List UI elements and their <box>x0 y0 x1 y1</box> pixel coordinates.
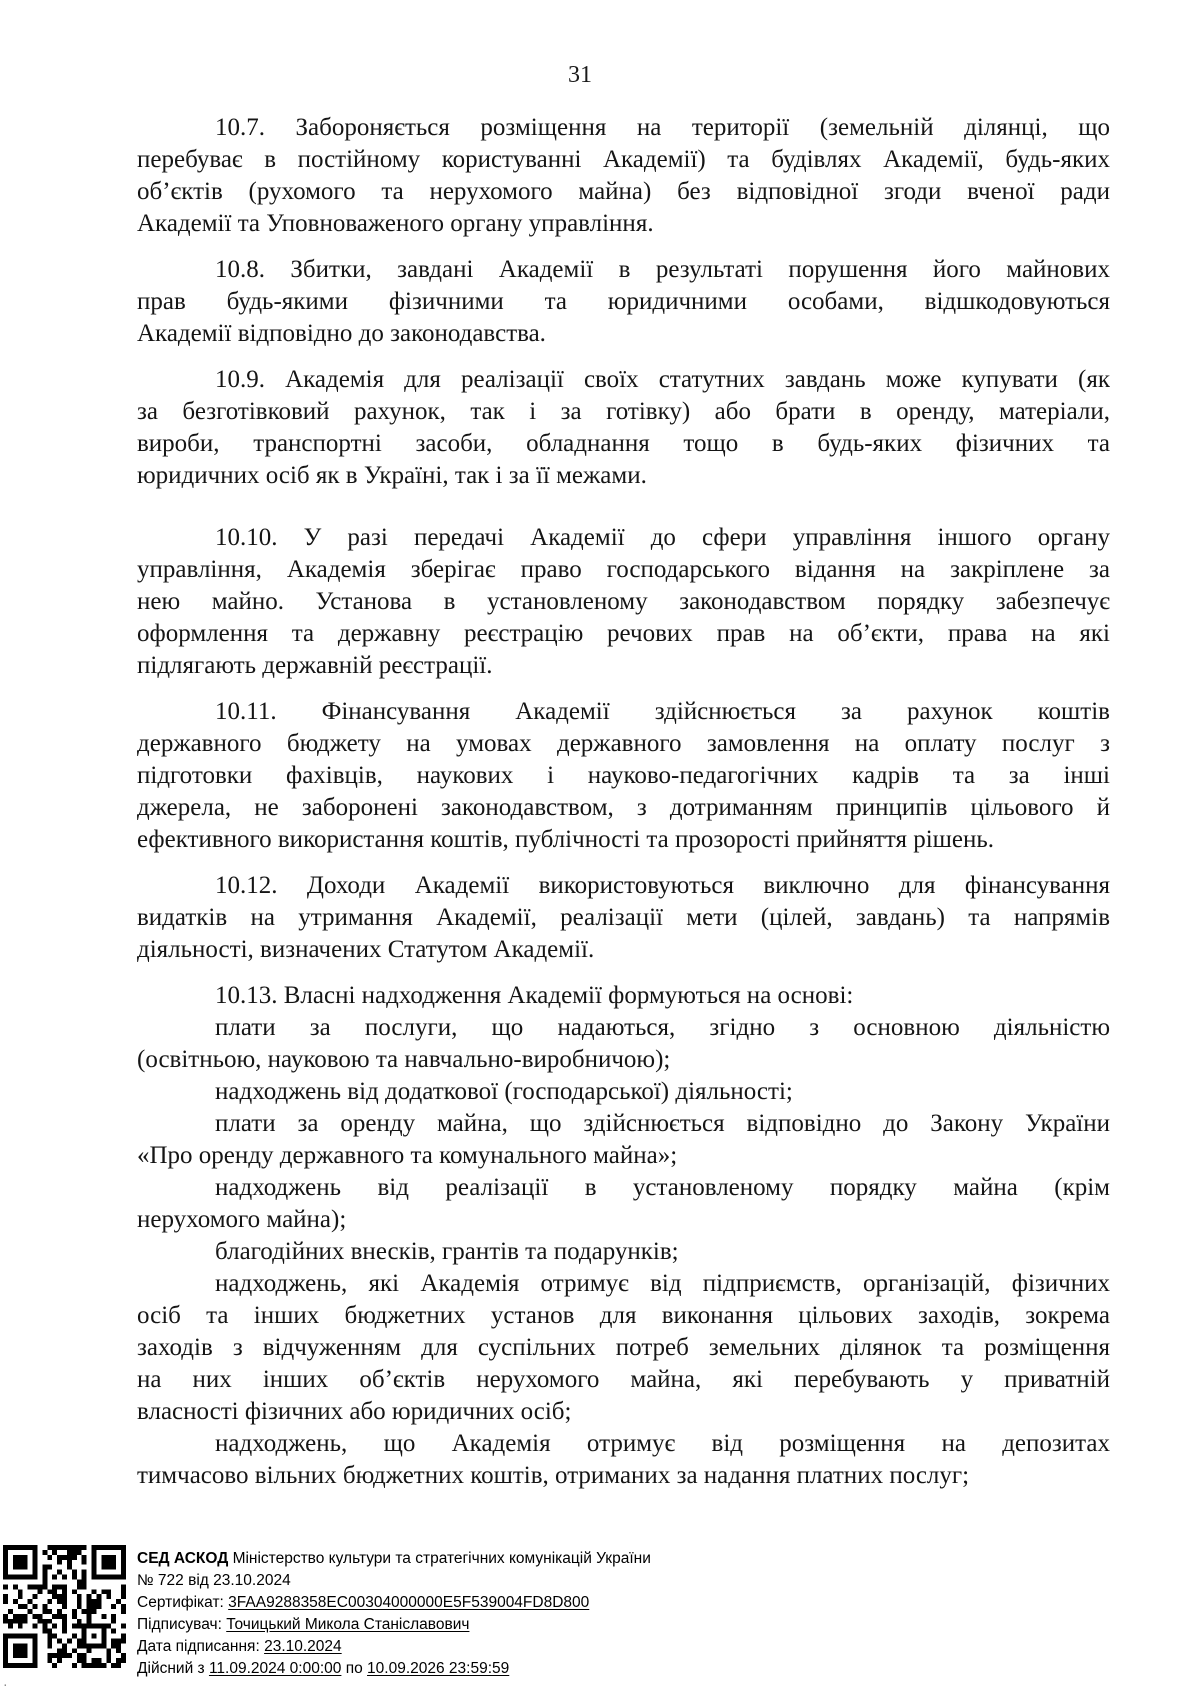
text-line: Академії та Уповноваженого органу управління. <box>137 210 654 237</box>
validity-from: 11.09.2024 0:00:00 <box>208 1660 342 1677</box>
text-line: вироби, транспортні засоби, обладнання тощо в будь-яких фізичних та <box>137 430 1110 457</box>
text-line: оформлення та державну реєстрацію речових прав на об’єкти, права на які <box>137 620 1110 647</box>
doc-number-line: № 722 від 23.10.2024 <box>137 1572 291 1589</box>
text-line: за безготівковий рахунок, так і за готівку) або брати в оренду, матеріали, <box>137 398 1110 425</box>
text-line: «Про оренду державного та комунального майна»; <box>137 1142 678 1169</box>
page-number: 31 <box>568 62 592 88</box>
text-line: об’єктів (рухомого та нерухомого майна) без відповідної згоди вченої ради <box>137 178 1110 205</box>
certificate-label: Сертифікат: <box>137 1594 224 1611</box>
validity-conjunction: по <box>345 1660 363 1677</box>
paragraph <box>137 1236 1110 1268</box>
paragraph <box>137 1108 1110 1172</box>
text-line: підготовки фахівців, наукових і науково-педагогічних кадрів та за інші <box>137 762 1110 789</box>
qr-code-icon <box>3 1545 126 1668</box>
ministry-label: Міністерство культури та стратегічних комунікацій України <box>232 1550 651 1567</box>
text-line: прав будь-якими фізичними та юридичними особами, відшкодовуються <box>137 288 1110 315</box>
certificate-value: 3FAA9288358EC00304000000E5F539004FD8D800 <box>228 1594 590 1611</box>
signer-value: Точицький Микола Станіславович <box>226 1616 470 1633</box>
text-line: 10.12. Доходи Академії використовуються виключно для фінансування <box>215 872 1110 899</box>
validity-to: 10.09.2026 23:59:59 <box>367 1660 510 1677</box>
sign-date-value: 23.10.2024 <box>264 1638 342 1655</box>
paragraph <box>137 254 1110 350</box>
text-line: плати за послуги, що надаються, згідно з основною діяльністю <box>215 1014 1110 1041</box>
text-line: власності фізичних або юридичних осіб; <box>137 1398 572 1425</box>
text-line: 10.10. У разі передачі Академії до сфери управління іншого органу <box>215 524 1110 551</box>
paragraph <box>137 980 1110 1012</box>
paragraph <box>137 696 1110 856</box>
text-line: 10.13. Власні надходження Академії формуються на основі: <box>215 982 854 1009</box>
sed-askod-label: СЕД АСКОД <box>137 1550 229 1567</box>
paragraph <box>137 112 1110 240</box>
text-line: Академії відповідно до законодавства. <box>137 320 546 347</box>
paragraph <box>137 870 1110 966</box>
text-line: плати за оренду майна, що здійснюється відповідно до Закону України <box>215 1110 1110 1137</box>
signer-label: Підписувач: <box>137 1616 222 1633</box>
text-line: надходжень від реалізації в установленому порядку майна (крім <box>215 1174 1110 1201</box>
certificate-line <box>137 1592 651 1614</box>
text-line: ефективного використання коштів, публічності та прозорості прийняття рішень. <box>137 826 995 853</box>
text-line: на них інших об’єктів нерухомого майна, які перебувають у приватній <box>137 1366 1110 1393</box>
paragraph <box>137 1012 1110 1076</box>
text-line: тимчасово вільних бюджетних коштів, отриманих за надання платних послуг; <box>137 1462 970 1489</box>
text-line: 10.7. Забороняється розміщення на території (земельній ділянці, що <box>215 114 1110 141</box>
paragraph <box>137 1268 1110 1428</box>
document-body <box>137 112 1110 1492</box>
validity-line <box>137 1658 651 1680</box>
text-line: осіб та інших бюджетних установ для виконання цільових заходів, зокрема <box>137 1302 1110 1329</box>
text-line: джерела, не заборонені законодавством, з дотриманням принципів цільового й <box>137 794 1110 821</box>
system-line <box>137 1548 651 1570</box>
text-line: 10.9. Академія для реалізації своїх статутних завдань може купувати (як <box>215 366 1110 393</box>
validity-label: Дійсний з <box>137 1660 205 1677</box>
text-line: благодійних внесків, грантів та подарунків; <box>215 1238 679 1265</box>
paragraph <box>137 1428 1110 1492</box>
text-line: (освітньою, науковою та навчально-виробничою); <box>137 1046 671 1073</box>
scan-artifact-dot: . <box>2 1676 9 1689</box>
text-line: видатків на утримання Академії, реалізації мети (цілей, завдань) та напрямів <box>137 904 1110 931</box>
text-line: 10.8. Збитки, завдані Академії в результаті порушення його майнових <box>215 256 1110 283</box>
text-line: юридичних осіб як в Україні, так і за її межами. <box>137 462 647 489</box>
text-line: нею майно. Установа в установленому законодавством порядку забезпечує <box>137 588 1110 615</box>
text-line: 10.11. Фінансування Академії здійснюється за рахунок коштів <box>215 698 1110 725</box>
paragraph <box>137 1076 1110 1108</box>
text-line: діяльності, визначених Статутом Академії. <box>137 936 595 963</box>
signer-line <box>137 1614 651 1636</box>
signature-details <box>137 1548 651 1680</box>
paragraph <box>137 364 1110 492</box>
text-line: надходжень від додаткової (господарської) діяльності; <box>215 1078 793 1105</box>
text-line: нерухомого майна); <box>137 1206 347 1233</box>
paragraph <box>137 522 1110 682</box>
sign-date-line <box>137 1636 651 1658</box>
text-line: управління, Академія зберігає право господарського відання на закріплене за <box>137 556 1110 583</box>
sign-date-label: Дата підписання: <box>137 1638 260 1655</box>
text-line: перебуває в постійному користуванні Академії) та будівлях Академії, будь-яких <box>137 146 1110 173</box>
text-line: підлягають державній реєстрації. <box>137 652 493 679</box>
text-line: державного бюджету на умовах державного замовлення на оплату послуг з <box>137 730 1110 757</box>
paragraph <box>137 1172 1110 1236</box>
text-line: надходжень, які Академія отримує від підприємств, організацій, фізичних <box>215 1270 1110 1297</box>
text-line: надходжень, що Академія отримує від розміщення на депозитах <box>215 1430 1110 1457</box>
signature-footer <box>0 1543 1199 1696</box>
text-line: заходів з відчуженням для суспільних потреб земельних ділянок та розміщення <box>137 1334 1110 1361</box>
